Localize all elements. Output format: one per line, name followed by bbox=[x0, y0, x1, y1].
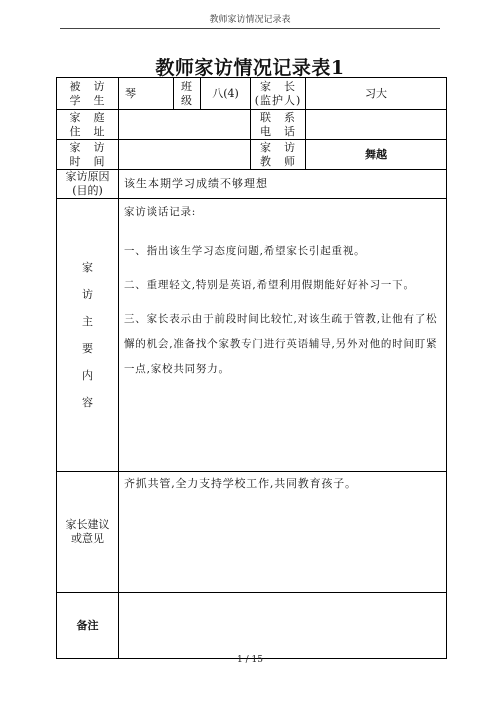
reason-field[interactable]: 该生本期学习成绩不够理想 bbox=[119, 170, 447, 199]
teacher-name-field[interactable]: 舞越 bbox=[306, 140, 447, 170]
reason-label: 家访原因 (目的) bbox=[57, 170, 119, 199]
conversation-item: 一、指出该生学习态度问题,希望家长引起重视。 bbox=[124, 245, 366, 257]
student-label: 被 访 学 生 bbox=[57, 78, 119, 110]
document-title: 教师家访情况记录表1 bbox=[155, 57, 345, 79]
visit-time-label: 家 访 时 间 bbox=[57, 140, 119, 170]
main-content-label: 家 访 主 要 内 容 bbox=[57, 199, 119, 472]
visit-time-field[interactable] bbox=[119, 140, 251, 170]
class-label: 班 级 bbox=[174, 78, 201, 110]
suggestion-row bbox=[57, 472, 447, 593]
visit-record-table bbox=[56, 77, 447, 659]
page-number: 1 / 15 bbox=[237, 655, 263, 665]
reason-row bbox=[57, 170, 447, 199]
address-field[interactable] bbox=[119, 110, 251, 140]
remark-row bbox=[57, 593, 447, 659]
conversation-item: 二、重理轻文,特别是英语,希望利用假期能好好补习一下。 bbox=[124, 279, 415, 291]
parent-name-field[interactable]: 习大 bbox=[306, 78, 447, 110]
running-header: 教师家访情况记录表 bbox=[209, 15, 291, 25]
remark-field[interactable] bbox=[119, 593, 447, 659]
conversation-heading: 家访谈话记录: bbox=[124, 206, 197, 218]
suggestion-label: 家长建议 或意见 bbox=[57, 472, 119, 593]
conversation-item: 三、家长表示由于前段时间比较忙,对该生疏于管教,让他有了松懈的机会,准备找个家教专门进行英语辅导,另外对他的时间盯紧一点,家校共同努力。 bbox=[124, 313, 438, 375]
address-label: 家 庭 住 址 bbox=[57, 110, 119, 140]
header-rule bbox=[60, 28, 440, 29]
teacher-label: 家 访 教 师 bbox=[251, 140, 306, 170]
phone-field[interactable] bbox=[306, 110, 447, 140]
main-content-row bbox=[57, 199, 447, 472]
address-row bbox=[57, 110, 447, 140]
visit-time-row bbox=[57, 140, 447, 170]
parent-label: 家 长 (监护人) bbox=[251, 78, 306, 110]
student-name-field[interactable]: 琴 bbox=[119, 78, 174, 110]
suggestion-field[interactable]: 齐抓共管,全力支持学校工作,共同教育孩子。 bbox=[119, 472, 447, 593]
phone-label: 联 系 电 话 bbox=[251, 110, 306, 140]
main-content-field[interactable] bbox=[119, 199, 447, 472]
class-field[interactable]: 八(4) bbox=[201, 78, 251, 110]
remark-label: 备注 bbox=[57, 593, 119, 659]
student-row bbox=[57, 78, 447, 110]
